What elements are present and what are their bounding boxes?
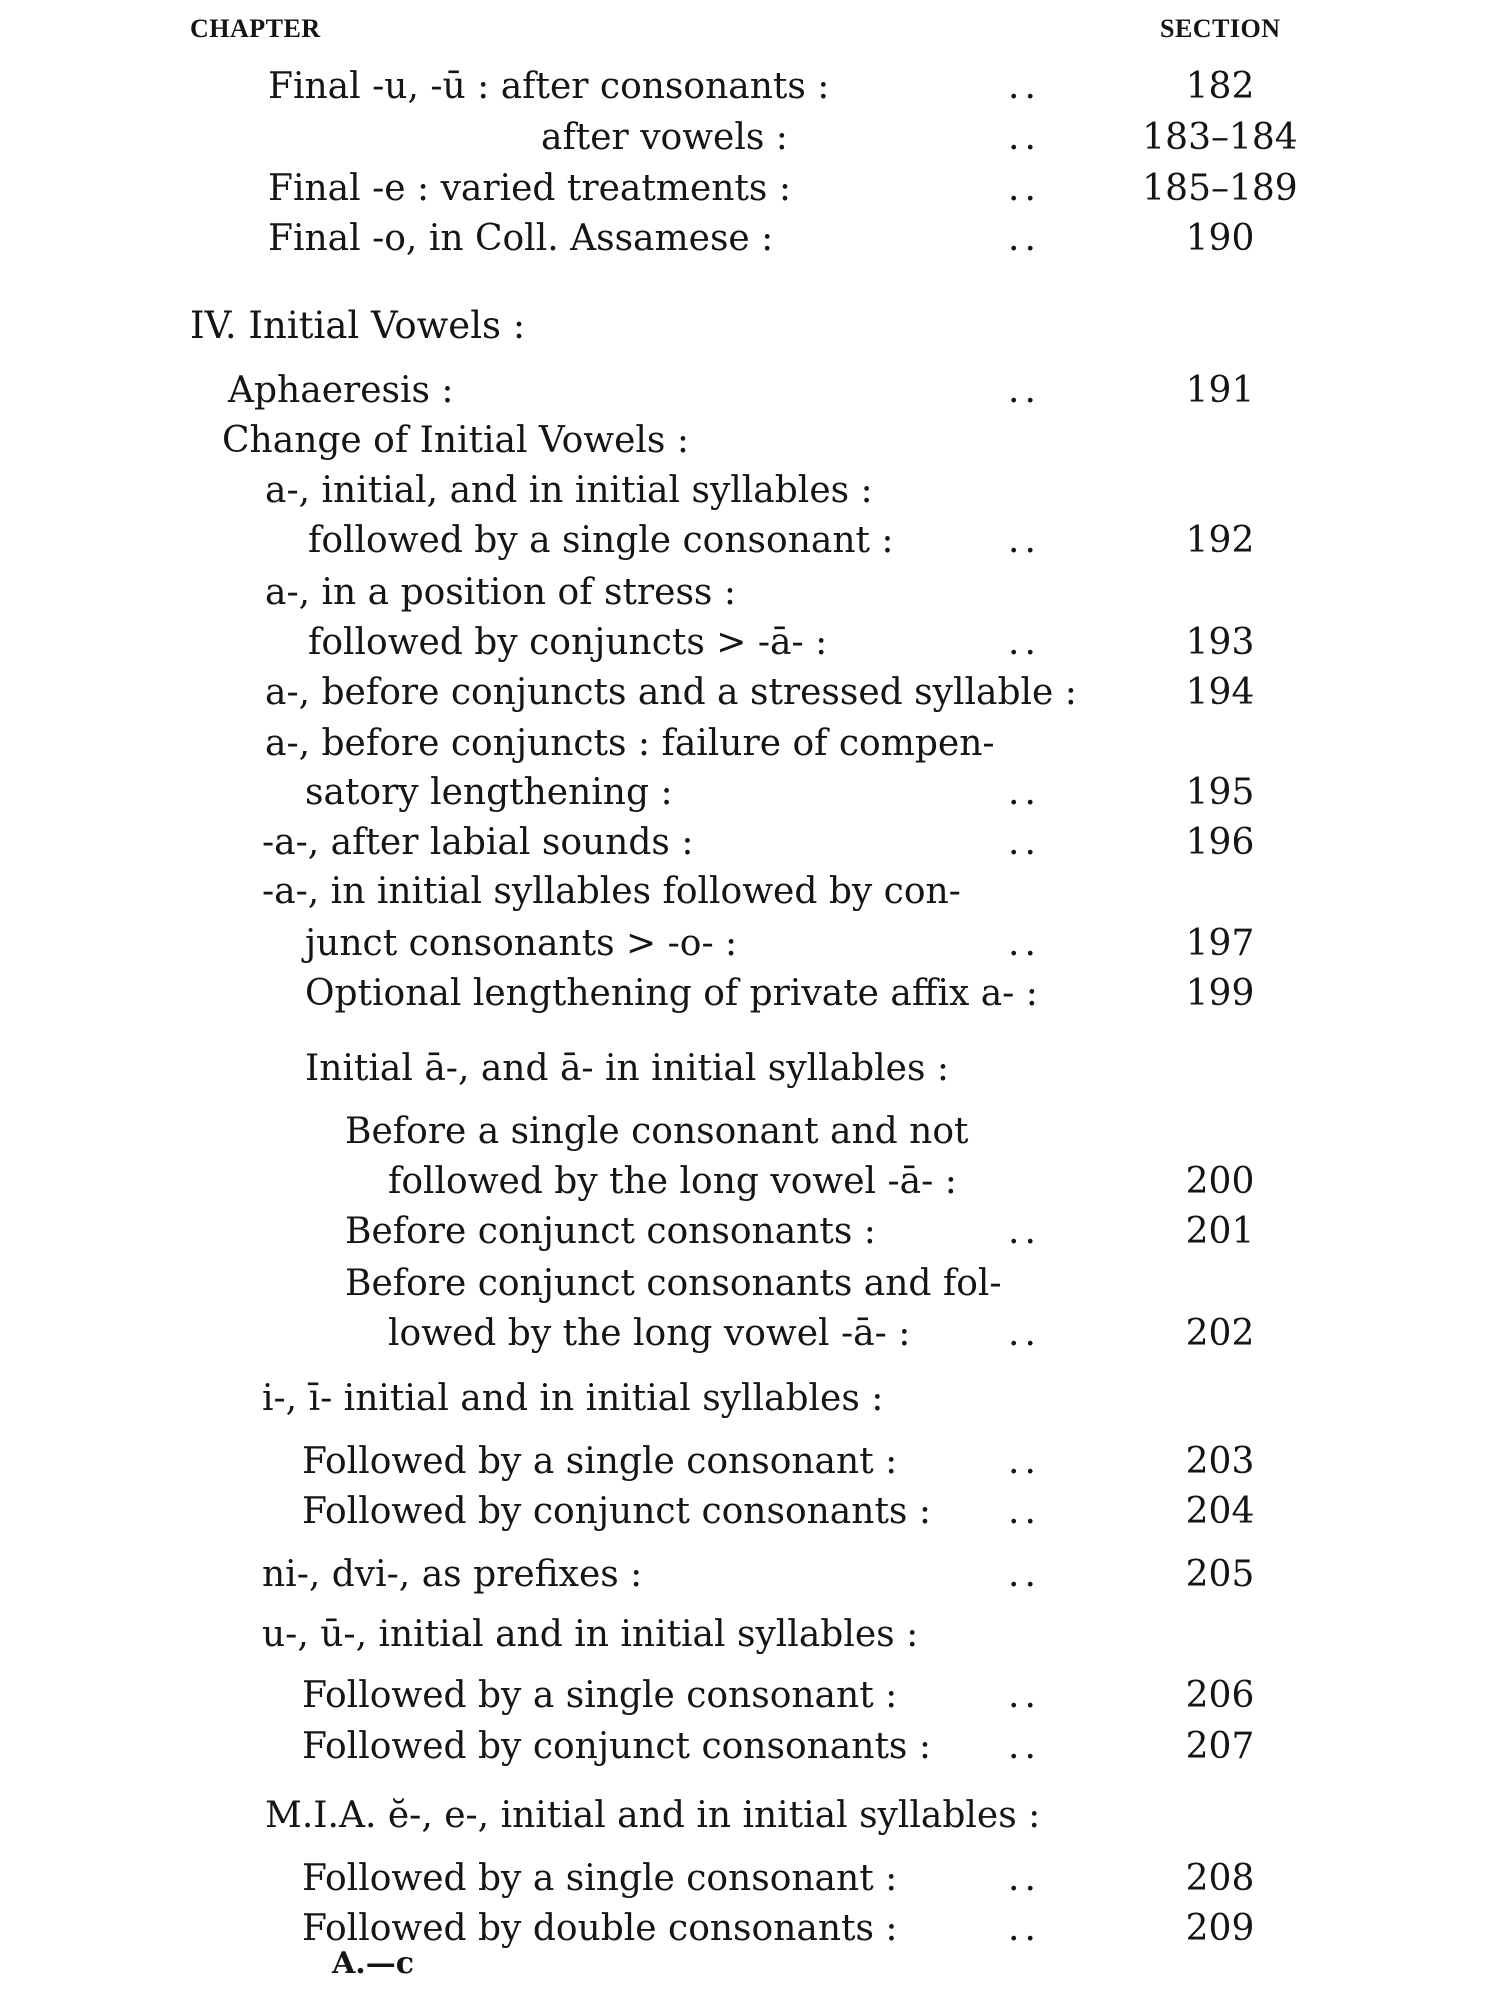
entry-text: u-, ū-, initial and in initial syllables :: [262, 1614, 919, 1655]
toc-line: [0, 465, 1500, 517]
section-number: 201: [1185, 1211, 1255, 1252]
toc-line: [0, 1903, 1500, 1955]
toc-line: [0, 866, 1500, 918]
toc-line: [0, 617, 1500, 669]
toc-line: [0, 1609, 1500, 1661]
entry-text: after vowels :: [541, 117, 788, 158]
leader-dots: ..: [1008, 1858, 1041, 1899]
section-number: 205: [1185, 1554, 1255, 1595]
toc-line: [0, 1308, 1500, 1360]
section-number: 196: [1185, 822, 1255, 863]
toc-line: [0, 817, 1500, 869]
section-number: 204: [1185, 1491, 1255, 1532]
section-number: 192: [1185, 520, 1255, 561]
toc-line: [0, 968, 1500, 1020]
entry-text: Before conjunct consonants and fol-: [345, 1263, 1002, 1304]
toc-line: [0, 1373, 1500, 1425]
toc-line: [0, 718, 1500, 770]
toc-line: [0, 1258, 1500, 1310]
toc-line: [0, 1853, 1500, 1905]
entry-text: Aphaeresis :: [228, 370, 454, 411]
section-number: 193: [1185, 622, 1255, 663]
entry-text: Final -o, in Coll. Assamese :: [268, 218, 774, 259]
section-number: 197: [1185, 923, 1255, 964]
entry-text: a-, in a position of stress :: [265, 572, 736, 613]
entry-text: Initial ā-, and ā- in initial syllables :: [305, 1048, 950, 1089]
section-number: 191: [1185, 370, 1255, 411]
entry-text: Followed by a single consonant :: [302, 1675, 898, 1716]
entry-text: a-, before conjuncts and a stressed syllable :: [265, 672, 1077, 713]
toc-line: [0, 112, 1500, 164]
section-number: 194: [1185, 672, 1255, 713]
leader-dots: ..: [1008, 923, 1041, 964]
leader-dots: ..: [1008, 772, 1041, 813]
entry-text: followed by conjuncts > -ā- :: [308, 622, 828, 663]
section-number: 183–184: [1142, 117, 1298, 158]
entry-text: Followed by conjunct consonants :: [302, 1726, 931, 1767]
entry-text: Followed by double consonants :: [302, 1908, 898, 1949]
entry-text: followed by a single consonant :: [308, 520, 894, 561]
leader-dots: ..: [1008, 520, 1041, 561]
section-number: 202: [1185, 1313, 1255, 1354]
leader-dots: ..: [1008, 117, 1041, 158]
section-column-label: SECTION: [1160, 14, 1281, 43]
toc-line: [0, 667, 1500, 719]
entry-text: Change of Initial Vowels :: [222, 420, 689, 461]
leader-dots: ..: [1008, 1675, 1041, 1716]
toc-line: [0, 567, 1500, 619]
toc-line: [0, 1721, 1500, 1773]
toc-line: [0, 1043, 1500, 1095]
section-heading: [0, 300, 1500, 352]
leader-dots: ..: [1008, 822, 1041, 863]
leader-dots: ..: [1008, 1554, 1041, 1595]
entry-text: Followed by a single consonant :: [302, 1858, 898, 1899]
entry-text: i-, ī- initial and in initial syllables :: [262, 1378, 884, 1419]
toc-line: [0, 1486, 1500, 1538]
section-number: 208: [1185, 1858, 1255, 1899]
toc-line: [0, 515, 1500, 567]
toc-line: [0, 415, 1500, 467]
leader-dots: ..: [1008, 168, 1041, 209]
entry-text: -a-, after labial sounds :: [262, 822, 694, 863]
leader-dots: ..: [1008, 218, 1041, 259]
entry-text: satory lengthening :: [305, 772, 673, 813]
leader-dots: ..: [1008, 1491, 1041, 1532]
toc-line: [0, 1156, 1500, 1208]
section-number: 200: [1185, 1161, 1255, 1202]
toc-line: [0, 163, 1500, 215]
toc-line: [0, 1106, 1500, 1158]
entry-text: M.I.A. ĕ-, e-, initial and in initial syllables :: [265, 1795, 1041, 1836]
toc-line: [0, 365, 1500, 417]
entry-text: ni-, dvi-, as prefixes :: [262, 1554, 643, 1595]
entry-text: Final -u, -ū : after consonants :: [268, 66, 830, 107]
section-number: 190: [1185, 218, 1255, 259]
entry-text: -a-, in initial syllables followed by con-: [262, 871, 961, 912]
toc-line: [0, 1670, 1500, 1722]
entry-text: lowed by the long vowel -ā- :: [388, 1313, 911, 1354]
section-number: 209: [1185, 1908, 1255, 1949]
entry-text: Final -e : varied treatments :: [268, 168, 791, 209]
toc-line: [0, 1790, 1500, 1842]
entry-text: junct consonants > -o- :: [305, 923, 738, 964]
toc-line: [0, 1549, 1500, 1601]
toc-line: [0, 918, 1500, 970]
section-number: 206: [1185, 1675, 1255, 1716]
leader-dots: ..: [1008, 66, 1041, 107]
heading-text: IV. Initial Vowels :: [190, 304, 526, 347]
toc-line: [0, 213, 1500, 265]
leader-dots: ..: [1008, 1211, 1041, 1252]
toc-line: [0, 767, 1500, 819]
section-number: 199: [1185, 973, 1255, 1014]
section-number: 185–189: [1142, 168, 1298, 209]
section-number: 195: [1185, 772, 1255, 813]
leader-dots: ..: [1008, 1313, 1041, 1354]
signature-mark: A.—c: [332, 1946, 414, 1981]
leader-dots: ..: [1008, 370, 1041, 411]
toc-line: [0, 61, 1500, 113]
entry-text: Optional lengthening of private affix a- :: [305, 973, 1038, 1014]
leader-dots: ..: [1008, 622, 1041, 663]
entry-text: Before conjunct consonants :: [345, 1211, 876, 1252]
entry-text: a-, before conjuncts : failure of compen-: [265, 723, 995, 764]
toc-line: [0, 1436, 1500, 1488]
section-number: 182: [1185, 66, 1255, 107]
entry-text: Before a single consonant and not: [345, 1111, 969, 1152]
toc-line: [0, 1206, 1500, 1258]
leader-dots: ..: [1008, 1908, 1041, 1949]
entry-text: Followed by a single consonant :: [302, 1441, 898, 1482]
entry-text: Followed by conjunct consonants :: [302, 1491, 931, 1532]
entry-text: a-, initial, and in initial syllables :: [265, 470, 873, 511]
leader-dots: ..: [1008, 1726, 1041, 1767]
entry-text: followed by the long vowel -ā- :: [388, 1161, 957, 1202]
section-number: 207: [1185, 1726, 1255, 1767]
section-number: 203: [1185, 1441, 1255, 1482]
leader-dots: ..: [1008, 1441, 1041, 1482]
chapter-column-label: CHAPTER: [190, 14, 321, 43]
